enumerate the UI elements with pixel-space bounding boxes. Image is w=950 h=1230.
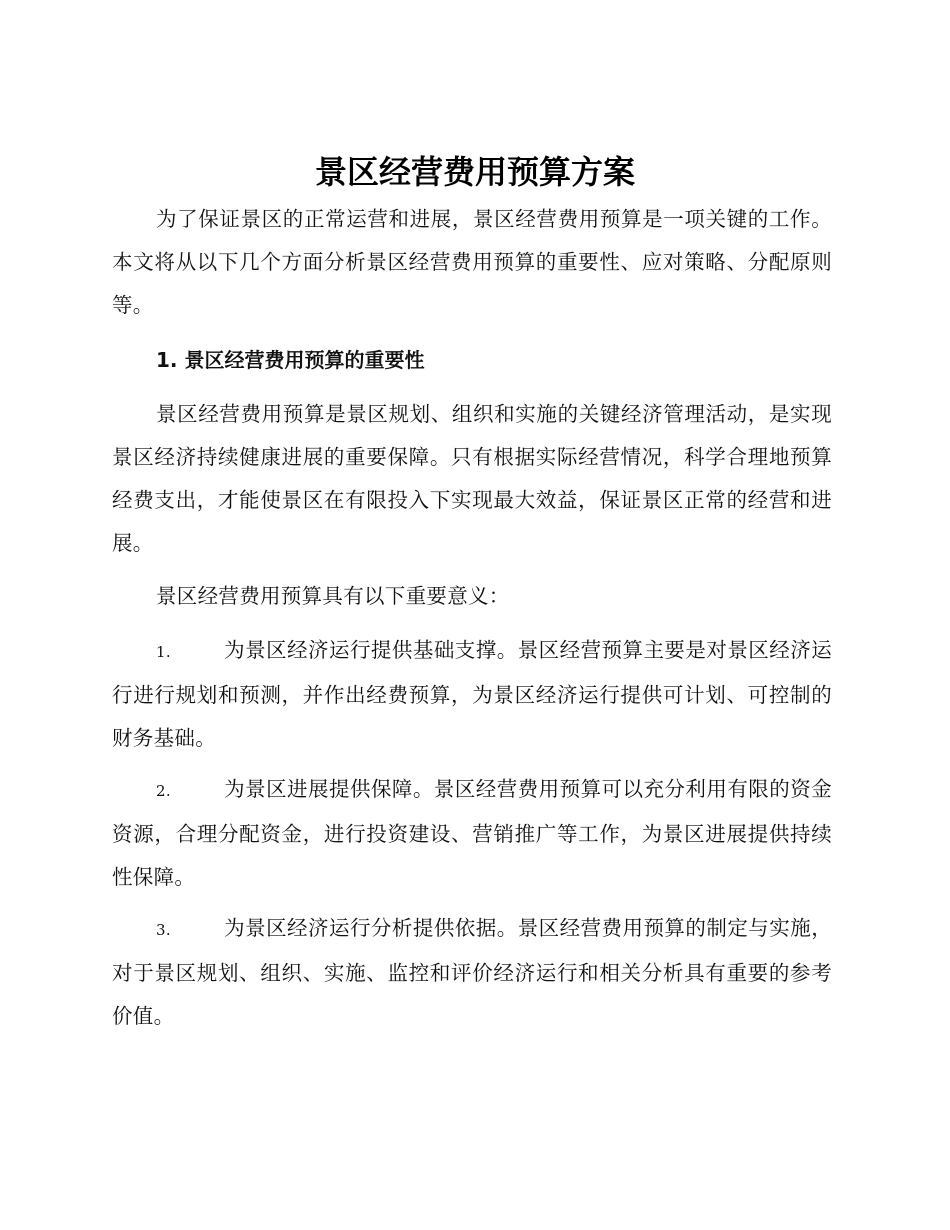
document-title: 景区经营费用预算方案 <box>314 153 635 191</box>
section-paragraph: 景区经营费用预算是景区规划、组织和实施的关键经济管理活动，是实现景区经济持续健康进展的重要保障。只有根据实际经营情况，科学合理地预算经费支出，才能使景区在有限投入下实现最大效益，保证景区正常的经营和进展。 <box>112 402 832 555</box>
list-item <box>112 629 832 760</box>
intro-paragraph: 为了保证景区的正常运营和进展，景区经营费用预算是一项关键的工作。本文将从以下几个方面分析景区经营费用预算的重要性、应对策略、分配原则等。 <box>112 207 832 317</box>
section-paragraph: 景区经营费用预算具有以下重要意义： <box>156 584 510 608</box>
list-item-text: 为景区进展提供保障。景区经营费用预算可以充分利用有限的资金资源，合理分配资金，进行投资建设、营销推广等工作，为景区进展提供持续性保障。 <box>112 777 832 889</box>
list-item-text: 为景区经济运行分析提供依据。景区经营费用预算的制定与实施，对于景区规划、组织、实施、监控和评价经济运行和相关分析具有重要的参考价值。 <box>112 916 832 1028</box>
list-item-number: 1. <box>156 643 171 661</box>
list-item-number: 3. <box>156 921 171 939</box>
section-heading: 1. 景区经营费用预算的重要性 <box>156 348 425 372</box>
list-item-text: 为景区经济运行提供基础支撑。景区经营预算主要是对景区经济运行进行规划和预测，并作出经费预算，为景区经济运行提供可计划、可控制的财务基础。 <box>112 638 832 750</box>
list-item-number: 2. <box>156 782 171 800</box>
list-item <box>112 768 832 899</box>
list-item <box>112 907 832 1038</box>
